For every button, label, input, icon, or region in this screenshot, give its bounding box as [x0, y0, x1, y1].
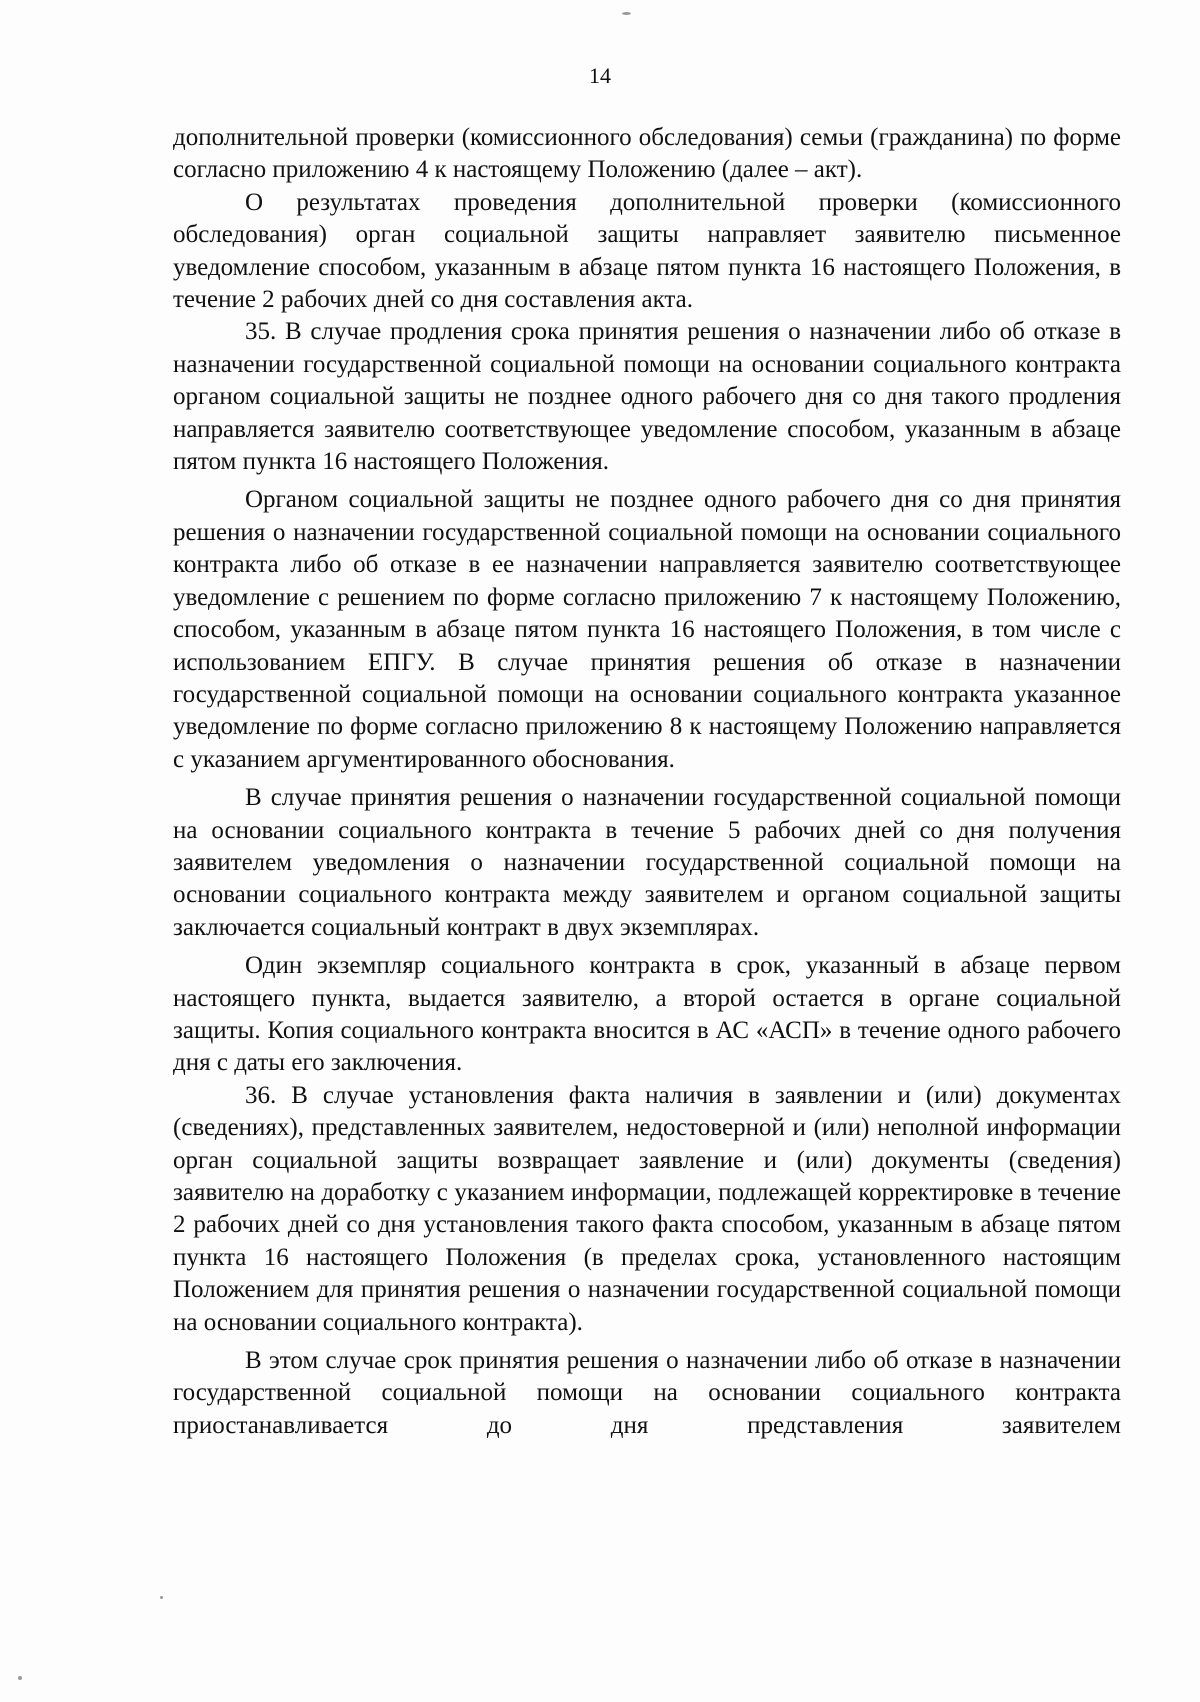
paragraph-continuation: дополнительной проверки (комиссионного обследования) семьи (гражданина) по форме согласно приложению 4 к настоящему Положению (далее – акт).: [173, 124, 1121, 184]
scan-speck: [622, 12, 631, 15]
paragraph-contract-conclusion: В случае принятия решения о назначении государственной социальной помощи на основании социального контракта в течение 5 рабочих дней со дня получения заявителем уведомления о назначении государственной социальной помощи на основании социального контракта между заявителем и органом социальной защиты заключается социальный контракт в двух экземплярах.: [173, 784, 1121, 941]
paragraph-contract-copies: Один экземпляр социального контракта в срок, указанный в абзаце первом настоящего пункта, выдается заявителю, а второй остается в органе социальной защиты. Копия социального контракта вносится в АС «АСП» в течение одного рабочего дня с даты его заключения.: [173, 952, 1121, 1077]
document-body: [173, 122, 1121, 1442]
scan-speck: [18, 1676, 22, 1680]
scan-speck: [160, 1596, 163, 1599]
paragraph-clause-36: 36. В случае установления факта наличия в заявлении и (или) документах (сведениях), представленных заявителем, недостоверной и (или) неполной информации орган социальной защиты возвращает заявление и (или) документы (сведения) заявителю на доработку с указанием информации, подлежащей корректировке в течение 2 рабочих дней со дня установления такого факта способом, указанным в абзаце пятом пункта 16 настоящего Положения (в пределах срока, установленного настоящим Положением для принятия решения о назначении государственной социальной помощи на основании социального контракта).: [173, 1081, 1121, 1336]
paragraph-decision-notice: Органом социальной защиты не позднее одного рабочего дня со дня принятия решения о назначении государственной социальной помощи на основании социального контракта либо об отказе в ее назначении направляется заявителю соответствующее уведомление с решением по форме согласно приложению 7 к настоящему Положению, способом, указанным в абзаце пятом пункта 16 настоящего Положения, в том числе с использованием ЕПГУ. В случае принятия решения об отказе в назначении государственной социальной помощи на основании социального контракта указанное уведомление по форме согласно приложению 8 к настоящему Положению направляется с указанием аргументированного обоснования.: [173, 486, 1121, 773]
paragraph-inspection-results: О результатах проведения дополнительной проверки (комиссионного обследования) орган социальной защиты направляет заявителю письменное уведомление способом, указанным в абзаце пятом пункта 16 настоящего Положения, в течение 2 рабочих дней со дня составления акта.: [173, 188, 1121, 314]
paragraph-suspension: В этом случае срок принятия решения о назначении либо об отказе в назначении государственной социальной помощи на основании социального контракта приостанавливается до дня представления заявителем: [173, 1347, 1121, 1439]
paragraph-clause-35: 35. В случае продления срока принятия решения о назначении либо об отказе в назначении государственной социальной помощи на основании социального контракта органом социальной защиты не позднее одного рабочего дня со дня такого продления направляется заявителю соответствующее уведомление способом, указанным в абзаце пятом пункта 16 настоящего Положения.: [173, 318, 1121, 476]
page-number: 14: [589, 63, 611, 88]
